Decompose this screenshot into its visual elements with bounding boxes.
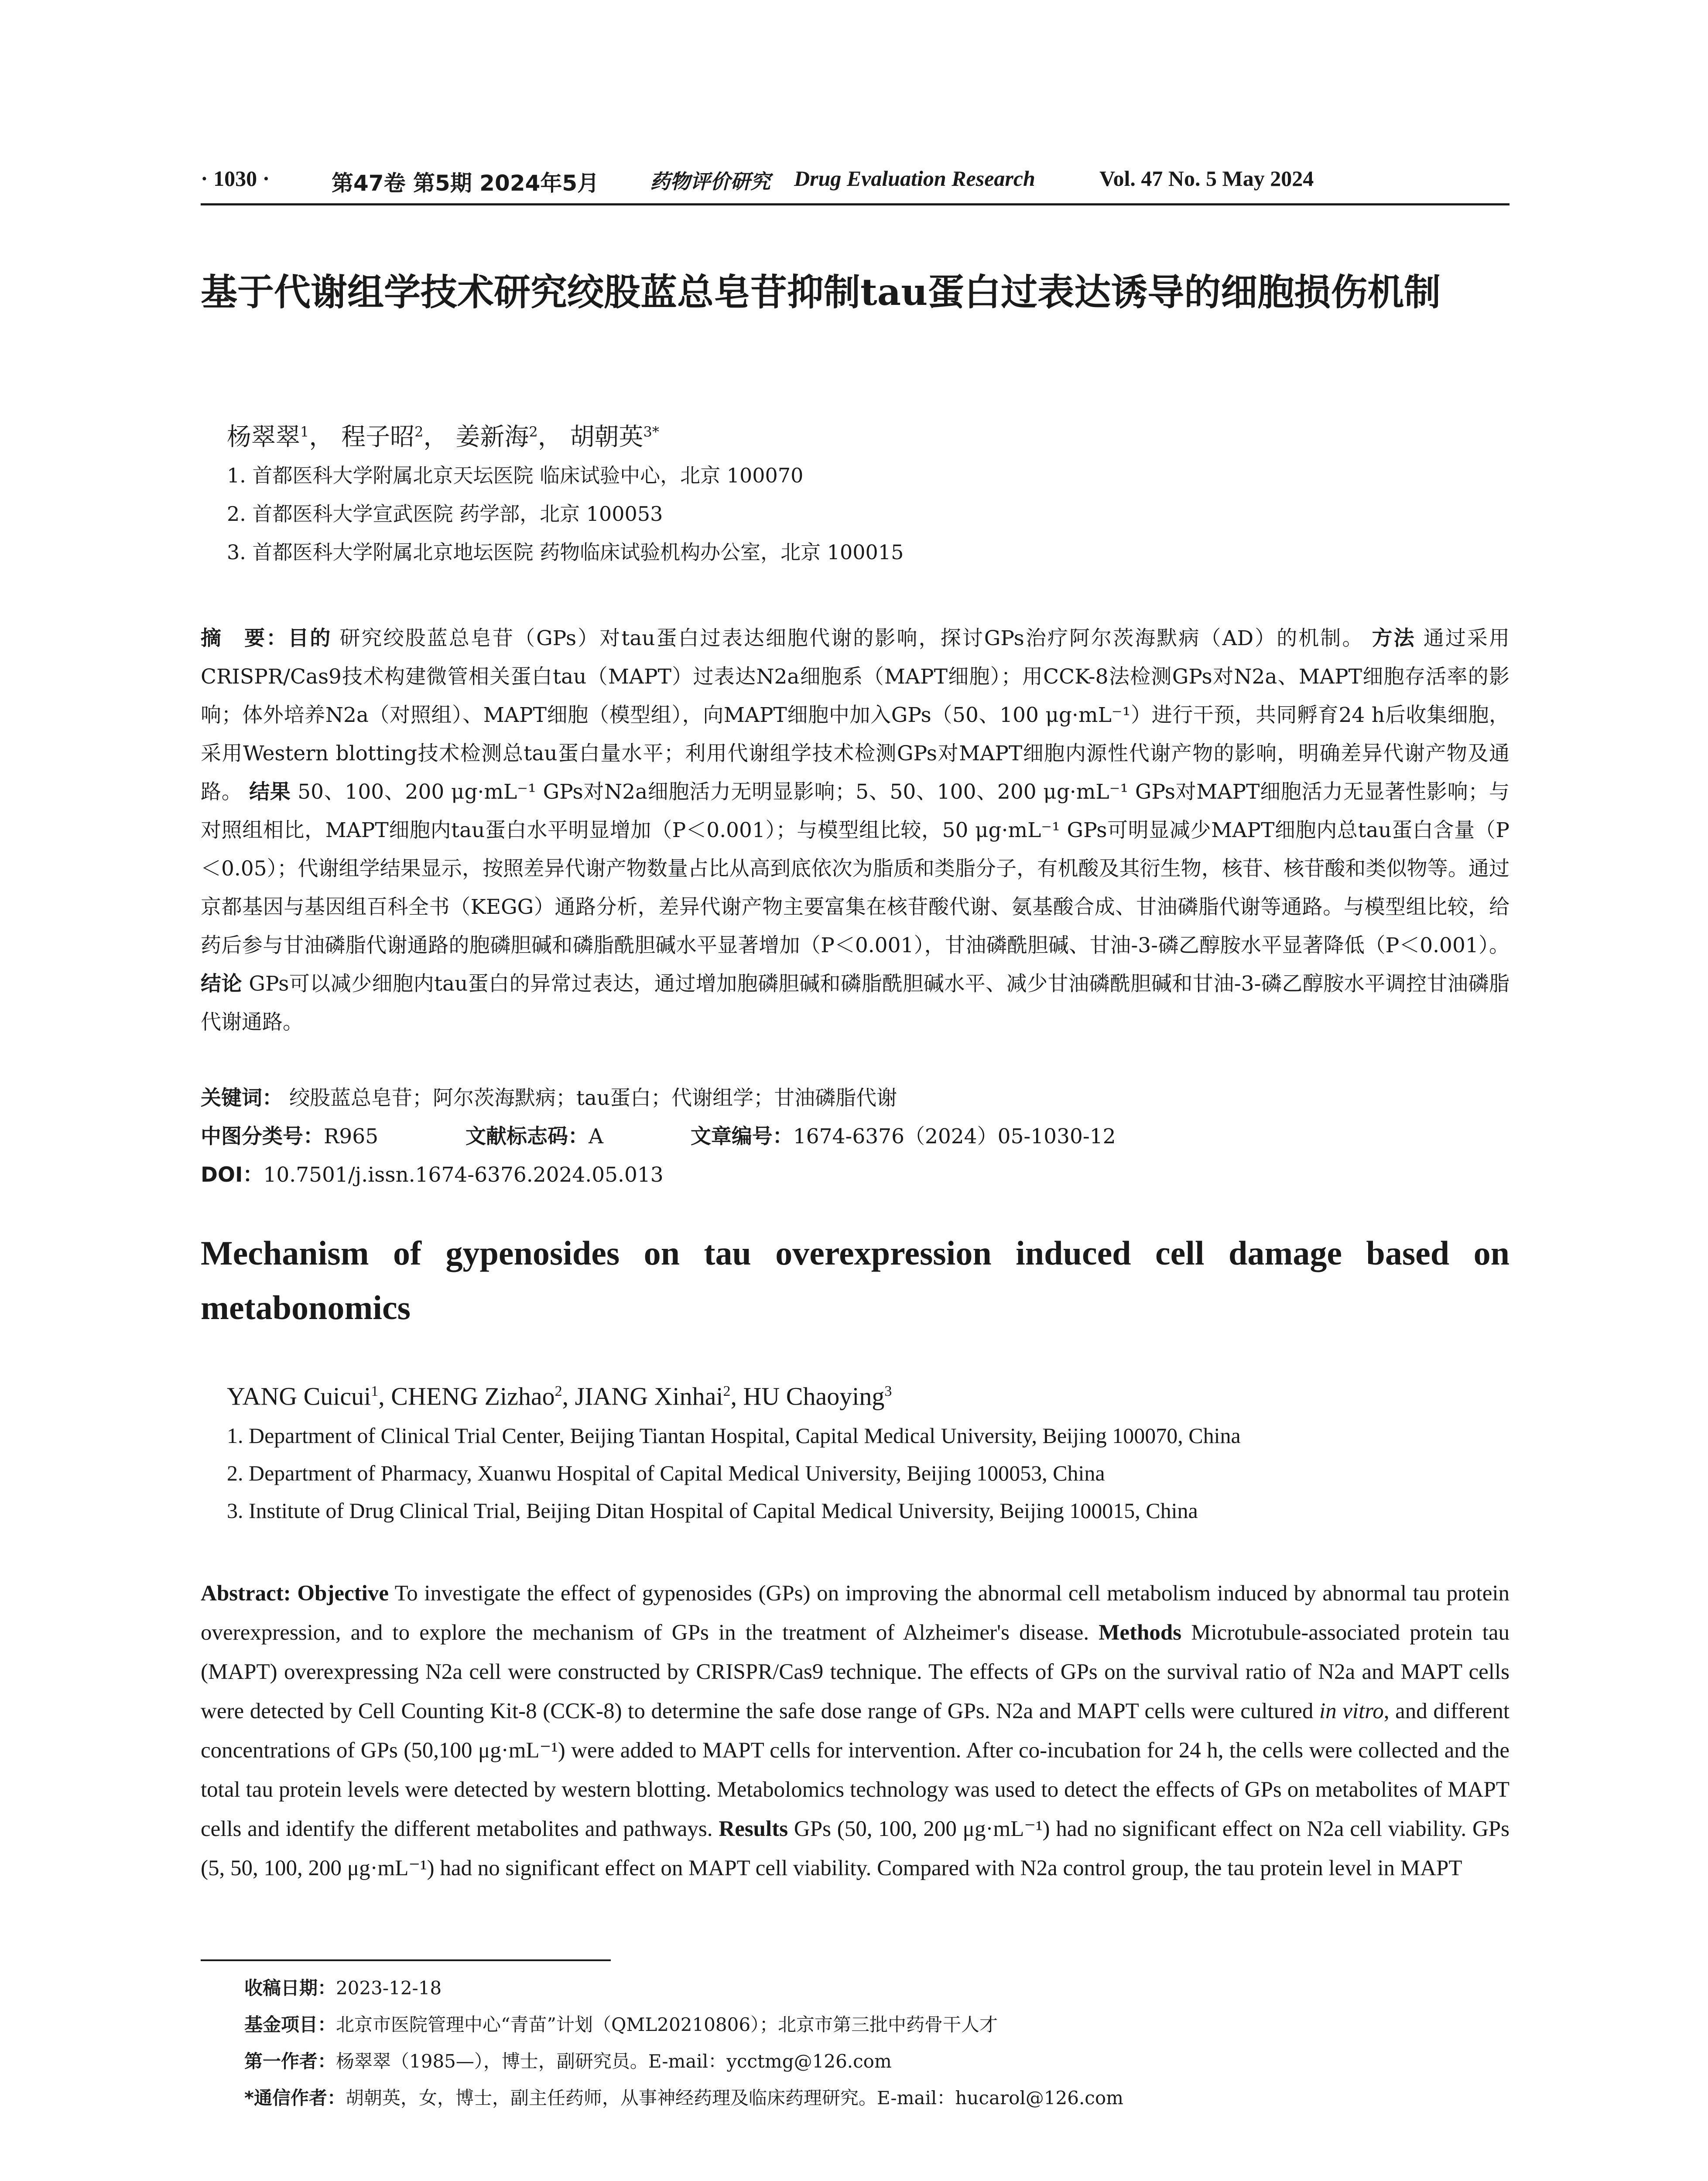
methods-text: 通过采用CRISPR/Cas9技术构建微管相关蛋白tau（MAPT）过表达N2a细胞系（MAPT细胞）；用CCK-8法检测GPs对N2a、MAPT细胞存活率的影响；体外培养N2a（对照组）、MAPT细胞（模型组），向MAPT细胞中加入GPs（50、100 μg·mL⁻¹）进行干预，共同孵育24 h后收集细胞，采用Western blotting技术检测总tau蛋白量水平；利用代谢组学技术检测GPs对MAPT细胞内源性代谢产物的影响，明确差异代谢产物及通路。 (201, 626, 1509, 804)
title-en: Mechanism of gypenosides on tau overexpression induced cell damage based on metabonomics (201, 1234, 1509, 1326)
methods-en-text-cont: , and different concentrations of GPs (50,100 μg·mL⁻¹) were added to MAPT cells for intervention. After co-incubation for 24 h, the cells were collected and the total tau protein levels were detected by western blotting. Metabolomics technology was used to detect the effects of GPs on metabolites of MAPT cells and identify the different metabolites and pathways. (201, 1699, 1510, 1841)
author-mark: 1 (300, 424, 309, 440)
footnote-label: 第一作者： (244, 2051, 336, 2072)
affiliation-en: 1. Department of Clinical Trial Center, Beijing Tiantan Hospital, Capital Medical University, Beijing 100070, China (227, 1423, 1241, 1448)
objective-label: 目的 (288, 626, 332, 650)
affiliation-cn: 1. 首都医科大学附属北京天坛医院 临床试验中心，北京 100070 (227, 464, 804, 487)
results-en-label: Results (719, 1817, 788, 1841)
abstract-en-label: Abstract: (201, 1581, 291, 1606)
doi-value: 10.7501/j.issn.1674-6376.2024.05.013 (263, 1163, 664, 1187)
author-en: HU Chaoying (743, 1382, 885, 1411)
separator: ， (309, 423, 334, 451)
author-mark: 2 (529, 424, 538, 440)
doi-line (201, 1158, 1509, 1193)
methods-en-label: Methods (1099, 1620, 1182, 1645)
article-number-label: 文章编号： (690, 1125, 793, 1149)
footnote-funding (244, 2012, 1509, 2038)
results-label: 结果 (249, 780, 291, 804)
author-mark: 3* (643, 424, 659, 440)
doc-code-value: A (589, 1125, 603, 1149)
author-cn: 姜新海 (455, 423, 529, 451)
article-number-value: 1674-6376（2024）05-1030-12 (793, 1125, 1116, 1149)
keywords-cn (201, 1081, 1509, 1116)
methods-en-italic: in vitro (1319, 1699, 1384, 1723)
objective-en-text: To investigate the effect of gypenosides (GPs) on improving the abnormal cell metabolism induced by abnormal tau protein overexpression, and to explore the mechanism of GPs in the treatment of Alzheimer's disease. (201, 1581, 1509, 1645)
affiliation-cn: 3. 首都医科大学附属北京地坛医院 药物临床试验机构办公室，北京 100015 (227, 540, 904, 564)
author-en: JIANG Xinhai (575, 1382, 723, 1411)
objective-en-label: Objective (297, 1581, 389, 1606)
separator: ， (537, 423, 562, 451)
abstract-label: 摘 要： (201, 626, 288, 650)
results-text: 50、100、200 μg·mL⁻¹ GPs对N2a细胞活力无明显影响；5、50、100、200 μg·mL⁻¹ GPs对MAPT细胞活力无显著性影响；与对照组相比，MAPT细胞内tau蛋白水平明显增加（P＜0.001）；与模型组比较，50 μg·mL⁻¹ GPs可明显减少MAPT细胞内总tau蛋白含量（P＜0.05）；代谢组学结果显示，按照差异代谢产物数量占比从高到底依次为脂质和类脂分子，有机酸及其衍生物，核苷、核苷酸和类似物等。通过京都基因与基因组百科全书（KEGG）通路分析，差异代谢产物主要富集在核苷酸代谢、氨基酸合成、甘油磷脂代谢等通路。与模型组比较，给药后参与甘油磷脂代谢通路的胞磷胆碱和磷脂酰胆碱水平显著增加（P＜0.001），甘油磷酰胆碱、甘油-3-磷乙醇胺水平显著降低（P＜0.001）。 (201, 780, 1509, 957)
doi-label: DOI： (201, 1163, 264, 1187)
title-cn: 基于代谢组学技术研究绞股蓝总皂苷抑制tau蛋白过表达诱导的细胞损伤机制 (201, 270, 1441, 314)
author-mark: 2 (555, 1383, 562, 1399)
footnote-value: 杨翠翠（1985—），博士，副研究员。E-mail：ycctmg@126.com (336, 2051, 892, 2072)
running-header (201, 166, 1509, 201)
separator: ， (423, 423, 448, 451)
author-cn: 程子昭 (341, 423, 415, 451)
objective-text: 研究绞股蓝总皂苷（GPs）对tau蛋白过表达细胞代谢的影响，探讨GPs治疗阿尔茨海默病（AD）的机制。 (339, 626, 1364, 650)
journal-name-cn: 药物评价研究 (650, 170, 770, 193)
conclusion-label: 结论 (201, 972, 242, 996)
abstract-en (201, 1574, 1509, 1888)
author-mark: 2 (723, 1383, 731, 1399)
journal-name-en: Drug Evaluation Research (794, 166, 1035, 191)
footnote-received (244, 1975, 1509, 2001)
issue-en: Vol. 47 No. 5 May 2024 (1099, 166, 1314, 191)
affiliation-en: 2. Department of Pharmacy, Xuanwu Hospital of Capital Medical University, Beijing 100053, China (227, 1461, 1105, 1485)
affiliation-en: 3. Institute of Drug Clinical Trial, Beijing Ditan Hospital of Capital Medical University, Beijing 100015, China (227, 1498, 1198, 1523)
author-mark: 1 (371, 1383, 379, 1399)
clc-value: R965 (324, 1125, 379, 1149)
conclusion-text: GPs可以减少细胞内tau蛋白的异常过表达，通过增加胞磷胆碱和磷脂酰胆碱水平、减少甘油磷酰胆碱和甘油-3-磷乙醇胺水平调控甘油磷脂代谢通路。 (201, 972, 1509, 1034)
classification-line (201, 1119, 1509, 1154)
authors-en: YANG Cuicui$^1$, CHENG Zizhao$^2$, JIANG Xinhai$^2$, HU Chaoying$^3$ (227, 1382, 892, 1411)
methods-label: 方法 (1372, 626, 1416, 650)
author-mark: 3 (884, 1383, 892, 1399)
footnote-corresponding (244, 2085, 1509, 2111)
author-en: YANG Cuicui (227, 1382, 371, 1411)
author-mark: 2 (414, 424, 424, 440)
footnote-label: 收稿日期： (244, 1977, 336, 1999)
abstract-cn (201, 619, 1509, 1042)
author-en: CHENG Zizhao (391, 1382, 555, 1411)
footnote-rule (201, 1959, 611, 1961)
page-number: · 1030 · (201, 166, 270, 191)
author-cn: 胡朝英 (570, 423, 643, 451)
footnote-value: 2023-12-18 (336, 1977, 442, 1999)
footnote-label: *通信作者： (244, 2087, 346, 2109)
doc-code-label: 文献标志码： (466, 1125, 589, 1149)
affiliation-cn: 2. 首都医科大学宣武医院 药学部，北京 100053 (227, 502, 663, 526)
clc-label: 中图分类号： (201, 1125, 324, 1149)
results-en-text: GPs (50, 100, 200 μg·mL⁻¹) had no significant effect on N2a cell viability. GPs (5, 50, 100, 200 μg·mL⁻¹) had no significant effect on MAPT cell viability. Compared with N2a control group, the tau protein level in MAPT (201, 1817, 1510, 1880)
authors-cn (227, 414, 1492, 455)
footnote-label: 基金项目： (244, 2014, 336, 2035)
keywords-label: 关键词： (201, 1086, 283, 1110)
author-cn: 杨翠翠 (227, 423, 300, 451)
footnote-first-author (244, 2048, 1509, 2075)
header-rule (201, 203, 1509, 205)
footnote-value: 北京市医院管理中心“青苗”计划（QML20210806）；北京市第三批中药骨干人才 (336, 2014, 998, 2035)
footnote-value: 胡朝英，女，博士，副主任药师，从事神经药理及临床药理研究。E-mail：hucarol@126.com (345, 2087, 1123, 2109)
issue-cn: 第47卷 第5期 2024年5月 (332, 171, 599, 196)
methods-en-text: Microtubule-associated protein tau (MAPT) overexpressing N2a cell were constructed by CRISPR/Cas9 technique. The effects of GPs on the survival ratio of N2a and MAPT cells were detected by Cell Counting Kit-8 (CCK-8) to determine the safe dose range of GPs. N2a and MAPT cells were cultured (201, 1620, 1509, 1723)
keywords-value: 绞股蓝总皂苷；阿尔茨海默病；tau蛋白；代谢组学；甘油磷脂代谢 (289, 1086, 897, 1110)
